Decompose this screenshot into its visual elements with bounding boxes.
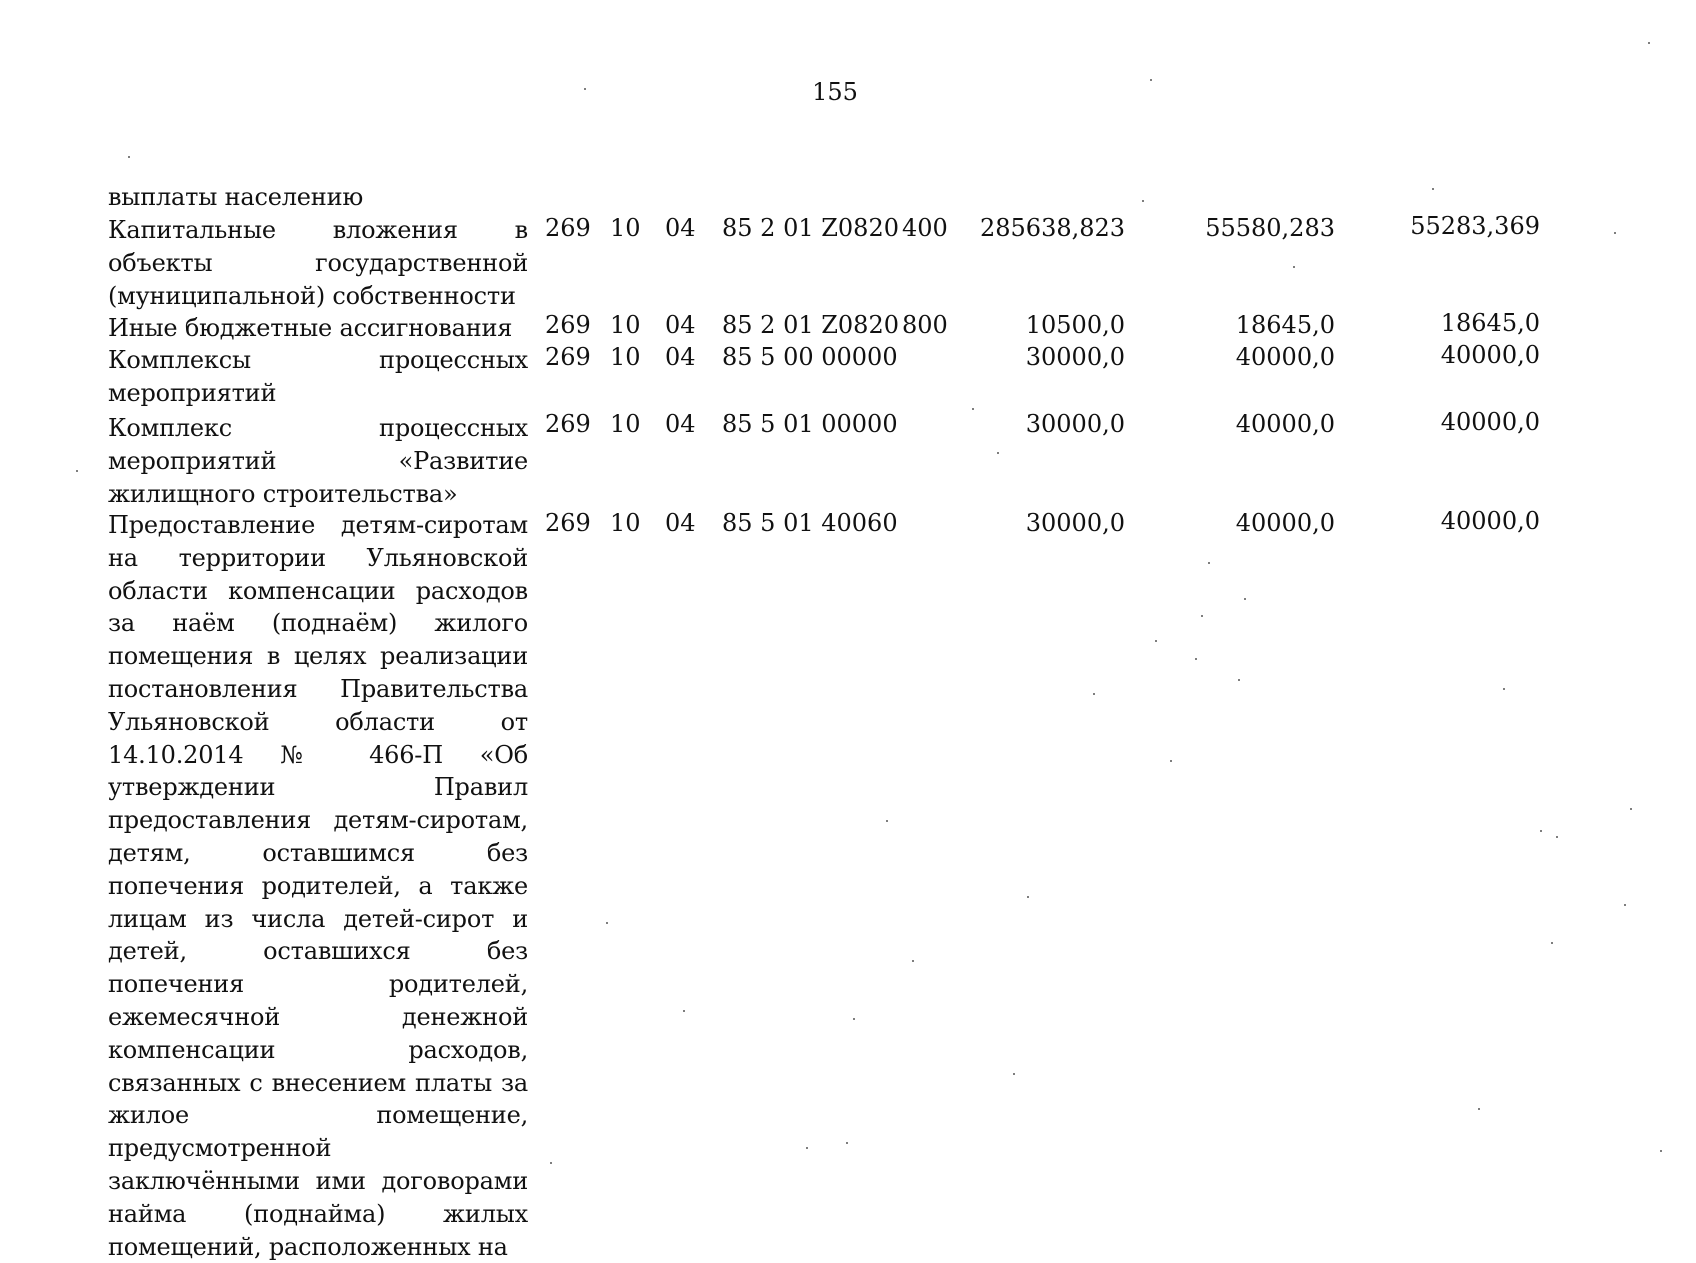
page-number: 155 [812, 78, 858, 106]
amount-year-1: 30000,0 [1025, 410, 1125, 438]
admin-code: 269 [545, 311, 591, 339]
amount-year-3: 40000,0 [1440, 408, 1540, 436]
subsection-code: 04 [665, 343, 696, 371]
row-name: Комплекс процессных мероприятий «Развитие жилищного строительства» [108, 414, 528, 508]
scan-speck [128, 156, 130, 158]
amount-year-1: 30000,0 [1025, 509, 1125, 537]
scan-speck [1432, 188, 1434, 190]
subsection-code: 04 [665, 509, 696, 537]
scan-speck [1150, 79, 1152, 81]
scan-speck [1540, 830, 1542, 832]
section-code: 10 [610, 410, 641, 438]
subsection-code: 04 [665, 410, 696, 438]
scan-speck [1244, 598, 1246, 600]
scan-speck [1624, 904, 1626, 906]
scan-speck [1142, 200, 1144, 202]
scan-speck [1027, 896, 1029, 898]
scan-speck [1614, 232, 1616, 234]
row-name: Капитальные вложения в объекты государственной (муниципальной) собственности [108, 216, 528, 310]
scan-speck [1093, 693, 1095, 695]
scan-speck [584, 88, 586, 90]
target-article-code: 85 2 01 Z0820 [722, 214, 899, 242]
scan-speck [76, 470, 78, 472]
scan-speck [853, 1018, 855, 1020]
scan-speck [912, 960, 914, 962]
admin-code: 269 [545, 214, 591, 242]
amount-year-2: 18645,0 [1235, 311, 1335, 339]
amount-year-1: 30000,0 [1025, 343, 1125, 371]
amount-year-1: 285638,823 [980, 214, 1126, 242]
scan-speck [806, 1147, 808, 1149]
scan-speck [972, 408, 974, 410]
row-name: Предоставление детям-сиротам на территории Ульяновской области компенсации расходов за наём (поднаём) жилого помещения в целях реализации постановления Правительства Ульяновской области от 14.10.2014 № 466-П «Об утверждении Правил предоставления детям-сиротам, детям, оставшимся без попечения родителей, а также лицам из числа детей-сирот и детей, оставшихся без попечения родителей, ежемесячной денежной компенсации расходов, связанных с внесением платы за жилое помещение, предусмотренной заключёнными ими договорами найма (поднайма) жилых помещений, расположенных на [108, 511, 528, 1261]
scan-speck [1208, 562, 1210, 564]
scan-speck [1201, 615, 1203, 617]
scan-speck [886, 820, 888, 822]
amount-year-2: 40000,0 [1235, 509, 1335, 537]
amount-year-3: 40000,0 [1440, 507, 1540, 535]
scan-speck [1238, 679, 1240, 681]
scan-speck [997, 452, 999, 454]
scan-speck [1293, 266, 1295, 268]
section-code: 10 [610, 214, 641, 242]
target-article-code: 85 5 01 00000 [722, 410, 898, 438]
scan-speck [1170, 760, 1172, 762]
scan-speck [1503, 688, 1505, 690]
scan-speck [550, 1162, 552, 1164]
expense-type-code: 400 [902, 214, 948, 242]
target-article-code: 85 5 01 40060 [722, 509, 898, 537]
subsection-code: 04 [665, 214, 696, 242]
amount-year-3: 18645,0 [1440, 309, 1540, 337]
scan-speck [1478, 1108, 1480, 1110]
scan-speck [1551, 942, 1553, 944]
scan-speck [1013, 1073, 1015, 1075]
scan-speck [1660, 1150, 1662, 1152]
amount-year-2: 40000,0 [1235, 343, 1335, 371]
section-code: 10 [610, 343, 641, 371]
scan-speck [1556, 836, 1558, 838]
scan-speck [1195, 658, 1197, 660]
admin-code: 269 [545, 410, 591, 438]
scan-speck [606, 922, 608, 924]
amount-year-2: 55580,283 [1205, 214, 1335, 242]
amount-year-2: 40000,0 [1235, 410, 1335, 438]
admin-code: 269 [545, 509, 591, 537]
row-name: Комплексы процессных мероприятий [108, 346, 528, 407]
scan-speck [1155, 640, 1157, 642]
row-name: выплаты населению [108, 183, 364, 211]
admin-code: 269 [545, 343, 591, 371]
expense-type-code: 800 [902, 311, 948, 339]
row-name: Иные бюджетные ассигнования [108, 314, 513, 342]
scan-speck [846, 1142, 848, 1144]
subsection-code: 04 [665, 311, 696, 339]
section-code: 10 [610, 509, 641, 537]
scan-speck [1648, 42, 1650, 44]
section-code: 10 [610, 311, 641, 339]
amount-year-3: 55283,369 [1410, 212, 1540, 240]
scan-speck [1630, 808, 1632, 810]
scan-speck [683, 1010, 685, 1012]
target-article-code: 85 2 01 Z0820 [722, 311, 899, 339]
target-article-code: 85 5 00 00000 [722, 343, 898, 371]
amount-year-1: 10500,0 [1025, 311, 1125, 339]
amount-year-3: 40000,0 [1440, 341, 1540, 369]
